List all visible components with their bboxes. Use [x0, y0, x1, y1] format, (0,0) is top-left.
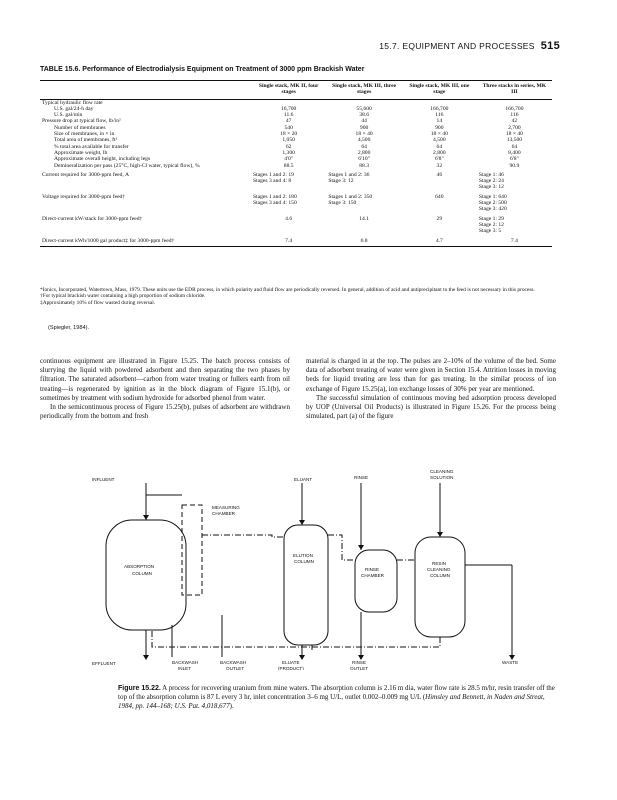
table-cell: 900	[359, 124, 369, 131]
label-elution-column: COLUMN	[294, 559, 314, 564]
label-product: (PRODUCT)	[278, 666, 304, 670]
table-body	[40, 99, 552, 246]
table-cell: 38.6	[359, 112, 370, 119]
table-cell: 44	[361, 118, 367, 125]
table-footnotes	[40, 287, 552, 306]
table-cell: 29	[436, 215, 443, 222]
table-cell: Stages 1 and 2: 350 Stage 3: 150	[328, 193, 373, 207]
table-cell: 116	[510, 112, 519, 119]
label-influent: INFLUENT	[92, 477, 115, 482]
table-cell: 11.6	[283, 112, 294, 119]
table-row	[40, 169, 552, 191]
label-effluent: EFFLUENT	[92, 661, 116, 666]
table-cell: 1,300	[282, 149, 295, 156]
table-cell: 6'10"	[358, 156, 370, 163]
caption-label: Figure 15.22.	[118, 685, 161, 692]
table-cell: 640	[435, 193, 444, 200]
column-header: Single stack, MK II, four stages	[251, 81, 326, 100]
paragraph: continuous equipment are illustrated in Figure 15.25. The batch process consists of slurrying the liquid with powdered adsorbent and then separating the two phases by filtration. The saturated adsorbent—carbon from water treating or fullers earth from oil treating—is regenerated by ignition as in the block diagram of Figure 15.1(b), or sometimes by treatment with sodium hydroxide for adsorbed phenol from water.	[40, 357, 290, 402]
row-label: Typical hydraulic flow rate	[42, 99, 103, 106]
table-cell: 540	[284, 124, 293, 131]
footnote: ‡Approximately 10% of flow wasted during reversal.	[40, 299, 156, 306]
label-rinse-chamber: RINSE	[365, 567, 380, 572]
table-cell: 42	[511, 118, 518, 125]
elution-column	[284, 525, 328, 645]
row-label: Size of membranes, in × in	[54, 131, 115, 138]
table-cell: 90.9	[509, 162, 520, 169]
table-cell: Stage 1: 46 Stage 2: 24 Stage 3: 12	[478, 171, 504, 191]
table-row	[40, 191, 552, 213]
label-inlet: INLET	[178, 666, 192, 670]
table-cell: Stage 1: 29 Stage 2: 12 Stage 3: 5	[478, 215, 504, 235]
table-cell: 14	[436, 118, 443, 125]
table-cell: 4.7	[402, 235, 477, 247]
caption-citation: Himsley and Bennett, in Naden and Streat, 1984, pp. 144–168; U.S. Pat. 4,018,677	[118, 693, 545, 710]
label-rinse-outlet: OUTLET	[350, 666, 369, 670]
table-cell: 2,700	[508, 124, 521, 131]
figure-caption	[118, 684, 558, 711]
uranium-process-diagram	[72, 465, 552, 670]
column-header: Three stacks in series, MK III	[477, 81, 552, 100]
label-resin-cleaning: CLEANING	[427, 567, 451, 572]
table-cell: 116	[435, 112, 444, 119]
table-cell: 88.3	[359, 162, 370, 169]
table-cell: 14.1	[359, 215, 370, 222]
paragraph: material is charged in at the top. The pulses are 2–10% of the volume of the bed. Some data of adsorbent treating of water were given in Section 15.4. Attrition losses in moving beds for liquid treating are less than for gas treating. In the similar process of ion exchange of Figure 15.25(a), ion exchange losses of 30% per year are mentioned.	[306, 357, 556, 393]
table-title: TABLE 15.6. Performance of Electrodialysis Equipment on Treatment of 3000 ppm Brackish Water	[40, 66, 365, 73]
table-cell: 6'8"	[434, 156, 444, 163]
row-label: U.S. gal/min	[54, 112, 83, 119]
label-rinse-top: RINSE	[354, 475, 369, 480]
table-cell: 166,700	[430, 105, 449, 112]
table-cell: 7.4	[251, 235, 326, 247]
row-label: Voltage required for 3000-ppm feed†	[42, 193, 126, 200]
label-column: COLUMN	[132, 571, 152, 576]
table-cell: 2,800	[433, 149, 446, 156]
table-row	[40, 213, 552, 235]
running-header	[0, 40, 560, 52]
row-label: Pressure drop at typical flow, lb/in²	[42, 118, 121, 125]
row-label: Approximate weight, lb	[54, 149, 108, 156]
table-cell	[326, 99, 401, 106]
table-row	[40, 99, 552, 106]
label-absorption: ABSORPTION	[124, 564, 155, 569]
table-cell: 18 × 20	[280, 131, 298, 138]
footnote: *Ionics, Incorporated, Watertown, Mass, 1979. These units use the EDR process, in which polarity and fluid flow are periodically reversed. In general, addition of acid and antiprecipitant to the feed is not necessary in this process.	[40, 287, 535, 293]
resin-cleaning-column	[415, 537, 465, 637]
table-cell: 2,800	[357, 149, 371, 156]
rinse-chamber	[355, 550, 397, 612]
label-resin-column: COLUMN	[430, 573, 450, 578]
label-waste: WASTE	[502, 660, 519, 665]
footnote: †For typical brackish water containing a high proportion of sodium chloride.	[40, 293, 206, 300]
table-cell: 18 × 40	[505, 131, 523, 138]
table-cell: 55,600	[356, 105, 372, 112]
label-eluant: ELUANT	[294, 477, 313, 482]
table-row	[40, 235, 552, 247]
table-cell: Stages 1 and 2: 19 Stages 3 and 4: 8	[252, 171, 294, 185]
body-column-left	[40, 357, 290, 421]
table-cell: 7.4	[477, 235, 552, 247]
table-cell: Stage 1: 640 Stage 2: 500 Stage 3: 420	[478, 193, 507, 213]
label-resin: RESIN	[432, 561, 447, 566]
table-cell: 6.8	[326, 235, 401, 247]
row-label: % total area available for transfer	[54, 143, 129, 150]
performance-table	[40, 80, 552, 247]
label-elution: ELUTION	[293, 553, 313, 558]
label-solution: SOLUTION	[430, 475, 454, 480]
caption-end: ).	[229, 702, 234, 710]
table-cell: Stages 1 and 2: 36 Stage 3: 12	[328, 171, 370, 185]
label-backwash-outlet: BACKWASH	[220, 660, 247, 665]
label-chamber: CHAMBER	[212, 511, 235, 516]
table-source: (Spiegler, 1984).	[48, 325, 90, 331]
table-cell: 166,700	[505, 105, 524, 112]
label-rinse-bottom: RINSE	[352, 660, 367, 665]
body-column-right	[306, 357, 556, 421]
table-cell: 900	[435, 124, 444, 131]
table-cell: 64	[361, 143, 367, 150]
label-outlet: OUTLET	[226, 666, 245, 670]
column-header: Single stack, MK III, one stage	[402, 81, 477, 100]
row-label: Demineralization per pass (25°C, high-Cl water, typical flow), %	[54, 162, 200, 169]
table-cell	[402, 99, 477, 106]
table-cell: 62	[285, 143, 292, 150]
table-cell: 6'8"	[509, 156, 519, 163]
table-cell: 18 × 40	[355, 131, 373, 138]
table-cell: 47	[285, 118, 292, 125]
label-cleaning: CLEANING	[430, 469, 454, 474]
section-title: 15.7. EQUIPMENT AND PROCESSES	[379, 41, 535, 51]
table-cell: 64	[436, 143, 443, 150]
row-label: Total area of membranes, ft²	[54, 137, 118, 144]
row-label: Current required for 3000-ppm feed, A	[42, 171, 129, 178]
column-header: Single stack, MK III, three stages	[326, 81, 401, 100]
row-label: U.S. gal/24-h day	[54, 105, 94, 112]
label-rinse-chamber-2: CHAMBER	[361, 573, 384, 578]
table-cell: 88.5	[283, 162, 294, 169]
row-label: Number of membranes	[54, 124, 106, 131]
table-cell: 32	[436, 162, 443, 169]
label-measuring: MEASURING	[212, 505, 240, 510]
table-cell: 1,050	[282, 137, 295, 144]
table-cell: 13,500	[506, 137, 523, 144]
table-cell: 4.6	[285, 215, 293, 222]
table-cell: 18 × 40	[430, 131, 448, 138]
row-label: Direct-current kW/stack for 3000-ppm feed†	[42, 215, 143, 222]
table-cell	[251, 99, 326, 106]
caption-text: A process for recovering uranium from mine waters. The absorption column is 2.16 m dia, water flow rate is 28.5 m/hr, resin transfer off the top of the absorption column is 87 L every 3 hr, inlet concentration 3–6 mg U/L, outlet 0.002–0.009 mg U/L (	[118, 684, 555, 701]
measuring-chamber	[182, 505, 202, 595]
table-cell	[477, 99, 552, 106]
table-cell: Stages 1 and 2: 180 Stages 3 and 4: 150	[252, 193, 297, 207]
label-eluate: ELUATE	[282, 660, 300, 665]
paragraph: The successful simulation of continuous moving bed adsorption process developed by UOP (Universal Oil Products) is illustrated in Figure 15.26. For the process being simulated, part (a) of the figure	[306, 393, 556, 421]
table-cell: 4,500	[433, 137, 446, 144]
paragraph: In the semicontinuous process of Figure 15.25(b), pulses of adsorbent are withdrawn periodically from the bottom and fresh	[40, 403, 290, 421]
table-cell: 4,500	[357, 137, 371, 144]
row-label: Direct-current kWh/1000 gal product‡ for 3000-ppm feed†	[40, 235, 251, 247]
label-backwash-inlet: BACKWASH	[172, 660, 199, 665]
table-cell: 64	[511, 143, 518, 150]
table-cell: 46	[436, 171, 443, 178]
table-cell: 16,700	[280, 105, 297, 112]
table-cell: 4'0"	[284, 156, 294, 163]
row-label: Approximate overall height, including legs	[54, 156, 151, 163]
table-cell: 8,400	[508, 149, 521, 156]
page-number: 515	[540, 40, 560, 52]
